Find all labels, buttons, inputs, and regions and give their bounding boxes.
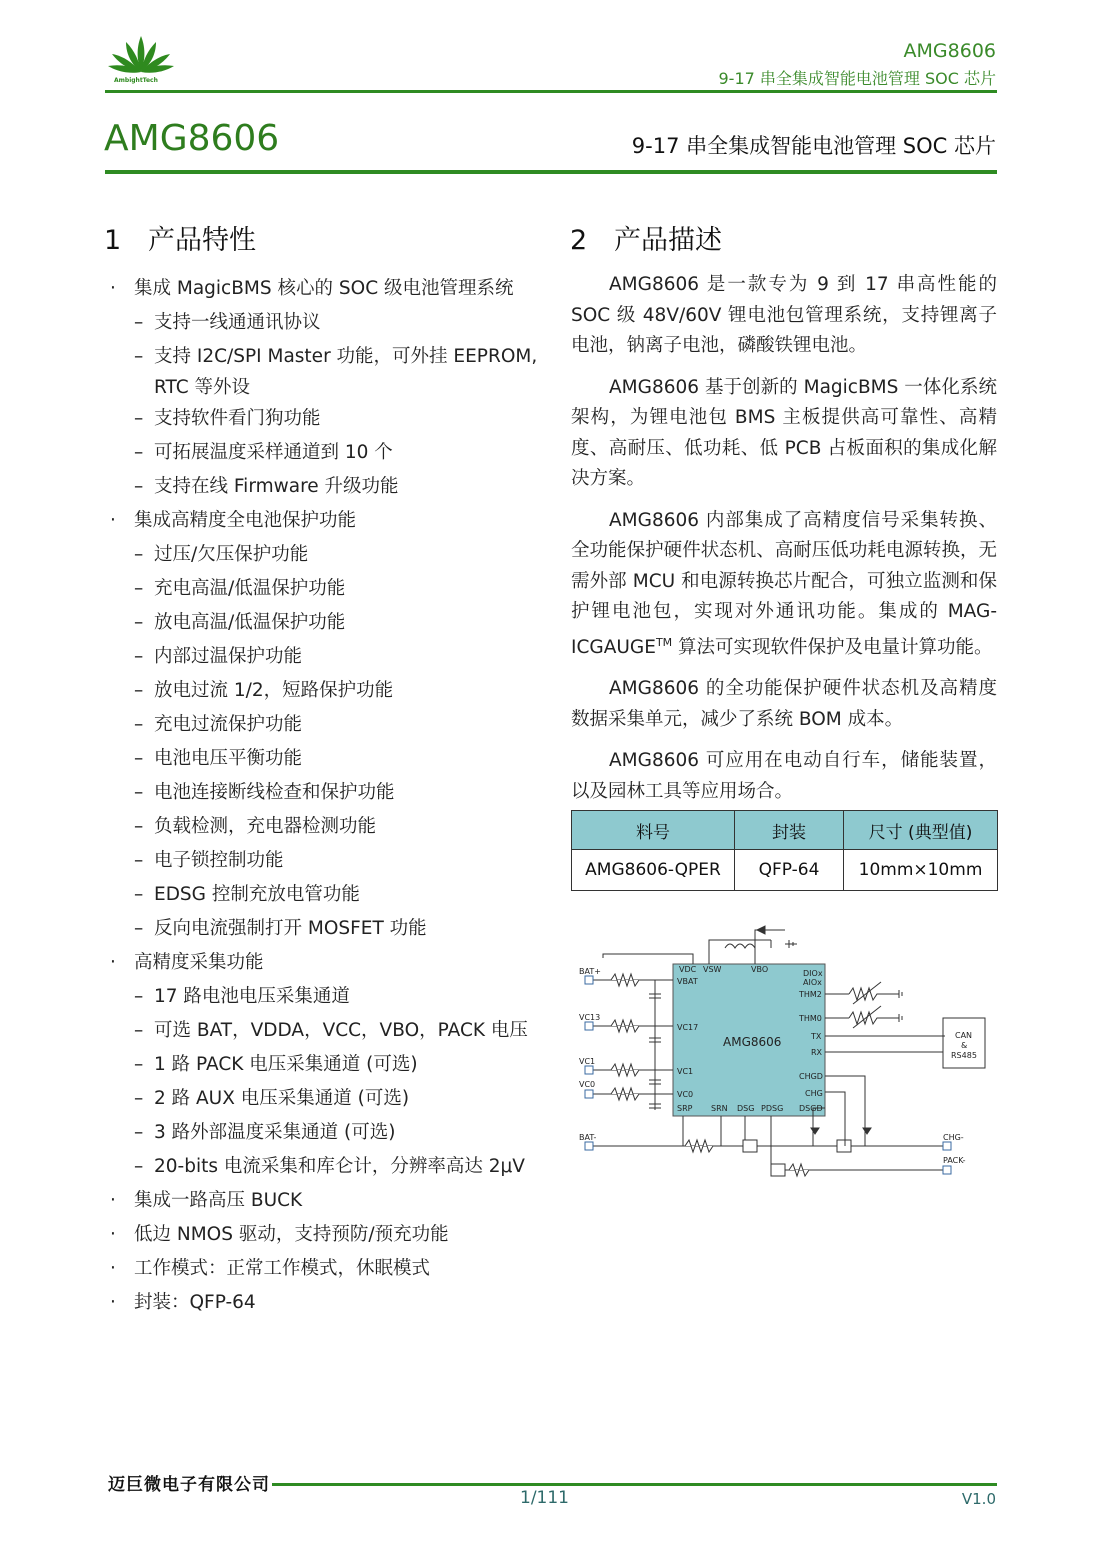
comm-label: CAN: [955, 1031, 973, 1040]
feature-subitem: [108, 912, 548, 946]
feature-subitem: [108, 810, 548, 844]
pin-label: SRP: [677, 1104, 693, 1113]
pin-label: THM0: [799, 1014, 822, 1023]
chip-label: AMG8606: [723, 1035, 782, 1049]
terminal-label: VC13: [579, 1013, 601, 1022]
pin-label: VC0: [677, 1090, 694, 1099]
footer-company: 迈巨微电子有限公司: [108, 1475, 270, 1495]
pin-label: VSW: [703, 965, 722, 974]
dash-marker: –: [134, 646, 144, 667]
feature-bullet: [108, 946, 548, 980]
trademark-sup: TM: [655, 635, 673, 649]
dash-marker: –: [134, 476, 144, 497]
dash-marker: –: [134, 408, 144, 429]
table-header-row: [572, 811, 998, 850]
feature-text: 放电过流 1/2，短路保护功能: [154, 680, 394, 701]
section2-title: 产品描述: [614, 225, 722, 256]
feature-text: 反向电流强制打开 MOSFET 功能: [154, 918, 427, 939]
dash-marker: –: [134, 816, 144, 837]
feature-text: 支持在线 Firmware 升级功能: [154, 476, 399, 497]
pin-label: VC1: [677, 1067, 694, 1076]
table-cell: QFP-64: [735, 850, 844, 891]
feature-bullet: [108, 1286, 548, 1320]
company-logo: [106, 34, 176, 86]
feature-list: [108, 272, 548, 1320]
terminal-label: PACK-: [943, 1156, 966, 1165]
dash-marker: –: [134, 680, 144, 701]
feature-subitem: [108, 1116, 548, 1150]
feature-subitem: [108, 776, 548, 810]
terminal: [585, 976, 593, 984]
feature-text: 充电高温/低温保护功能: [154, 578, 346, 599]
feature-text: 集成 MagicBMS 核心的 SOC 级电池管理系统: [134, 278, 514, 299]
terminal: [585, 1142, 593, 1150]
dash-marker: –: [134, 312, 144, 333]
pin-label: CHGD: [799, 1072, 823, 1081]
feature-subitem: [108, 674, 548, 708]
pin-label: TX: [811, 1032, 822, 1041]
dash-marker: –: [134, 442, 144, 463]
section2-heading: [570, 218, 722, 257]
page-number: 1/111: [520, 1488, 569, 1508]
feature-subitem: [108, 878, 548, 912]
terminal-label: CHG-: [943, 1133, 964, 1142]
feature-bullet: [108, 504, 548, 538]
feature-subitem: [108, 1048, 548, 1082]
dash-marker: –: [134, 1020, 144, 1041]
dash-marker: –: [134, 544, 144, 565]
dash-marker: –: [134, 1088, 144, 1109]
pin-label: AIOx: [803, 978, 822, 987]
feature-text: 可选 BAT，VDDA，VCC，VBO，PACK 电压: [154, 1020, 528, 1041]
feature-subitem: [108, 572, 548, 606]
terminal: [585, 1022, 593, 1030]
title-rule: [105, 170, 997, 174]
table-row: [572, 850, 998, 891]
desc-paragraph: AMG8606 的全功能保护硬件状态机及高精度数据采集单元，减少了系统 BOM 成本。: [571, 678, 997, 730]
feature-text: 支持软件看门狗功能: [154, 408, 321, 429]
section1-number: 1: [104, 225, 122, 256]
description-body: [571, 270, 997, 818]
desc-paragraph-main: AMG8606 内部集成了高精度信号采集转换、全功能保护硬件状态机、高耐压低功耗电源转换，无需外部 MCU 和电源转换芯片配合，可独立监测和保护锂电池包，实现对外通讯功能。集成的 MAG-ICGAUGE: [571, 509, 997, 658]
feature-subitem: [108, 640, 548, 674]
feature-text-continued: RTC 等外设: [154, 377, 251, 398]
feature-text: 1 路 PACK 电压采集通道 (可选): [154, 1054, 418, 1075]
feature-bullet: [108, 1218, 548, 1252]
desc-paragraph: AMG8606 基于创新的 MagicBMS 一体化系统架构，为锂电池包 BMS 主板提供高可靠性、高精度、高耐压、低功耗、低 PCB 占板面积的集成化解决方案。: [571, 376, 997, 489]
application-circuit-diagram: [575, 920, 995, 1180]
header-rule: [105, 90, 997, 93]
dash-marker: –: [134, 1156, 144, 1177]
feature-text: 可拓展温度采样通道到 10 个: [154, 442, 393, 463]
desc-paragraph: [571, 506, 997, 664]
pin-label: VC17: [677, 1023, 699, 1032]
feature-text: 充电过流保护功能: [154, 714, 303, 735]
feature-bullet: [108, 1252, 548, 1286]
feature-text: 内部过温保护功能: [154, 646, 303, 667]
feature-text: 放电高温/低温保护功能: [154, 612, 346, 633]
feature-text: 封装：QFP-64: [134, 1292, 256, 1313]
terminal: [585, 1090, 593, 1098]
pin-label: VBAT: [677, 977, 698, 986]
dash-marker: –: [134, 1122, 144, 1143]
comm-label: &: [961, 1041, 968, 1050]
feature-subitem: [108, 538, 548, 572]
table-header-cell: 料号: [572, 811, 735, 850]
section1-title: 产品特性: [148, 225, 256, 256]
terminal-label: VC0: [579, 1080, 596, 1089]
pin-label: SRN: [711, 1104, 728, 1113]
feature-text: 集成一路高压 BUCK: [134, 1190, 303, 1211]
version-label: V1.0: [961, 1490, 996, 1508]
feature-text: 高精度采集功能: [134, 952, 264, 973]
terminal-label: BAT+: [579, 967, 601, 976]
pin-label: VDC: [679, 965, 697, 974]
dash-marker: –: [134, 714, 144, 735]
dash-marker: –: [134, 850, 144, 871]
feature-text: 电池连接断线检查和保护功能: [154, 782, 395, 803]
feature-subitem: [108, 980, 548, 1014]
dash-marker: –: [134, 612, 144, 633]
dash-marker: –: [134, 918, 144, 939]
feature-text: 支持 I2C/SPI Master 功能，可外挂 EEPROM,: [154, 346, 538, 367]
feature-text: 2 路 AUX 电压采集通道 (可选): [154, 1088, 410, 1109]
header-subtitle: 9-17 串全集成智能电池管理 SOC 芯片: [718, 69, 996, 88]
pin-label: DIOx: [803, 969, 823, 978]
dash-marker: –: [134, 1054, 144, 1075]
pin-label: DSGD: [799, 1104, 823, 1113]
section1-heading: [104, 218, 256, 257]
desc-paragraph: AMG8606 是一款专为 9 到 17 串高性能的 SOC 级 48V/60V 锂电池包管理系统，支持锂离子电池，钠离子电池，磷酸铁锂电池。: [571, 274, 997, 356]
desc-paragraph: AMG8606 可应用在电动自行车，储能装置，以及园林工具等应用场合。: [571, 750, 997, 802]
ordering-table: [571, 810, 998, 891]
footer-rule: [272, 1483, 997, 1486]
feature-text: 20-bits 电流采集和库仑计，分辨率高达 2μV: [154, 1156, 525, 1177]
feature-text: 过压/欠压保护功能: [154, 544, 309, 565]
dash-marker: –: [134, 748, 144, 769]
feature-subitem: [108, 402, 548, 436]
pin-label: DSG: [737, 1104, 755, 1113]
terminal: [585, 1066, 593, 1074]
feature-text: 集成高精度全电池保护功能: [134, 510, 357, 531]
table-cell: AMG8606-QPER: [572, 850, 735, 891]
feature-text: 电子锁控制功能: [154, 850, 284, 871]
dash-marker: –: [134, 782, 144, 803]
pin-label: RX: [811, 1048, 823, 1057]
feature-text: 负载检测，充电器检测功能: [154, 816, 377, 837]
dash-marker: –: [134, 578, 144, 599]
feature-subitem: [108, 1082, 548, 1116]
feature-subitem: [108, 470, 548, 504]
feature-bullet: [108, 272, 548, 306]
terminal-label: BAT-: [579, 1133, 597, 1142]
terminal: [943, 1166, 951, 1174]
pin-label: VBO: [751, 965, 769, 974]
dash-marker: –: [134, 346, 144, 367]
page-subtitle: 9-17 串全集成智能电池管理 SOC 芯片: [631, 134, 996, 158]
logo-text: AmbightTech: [114, 77, 158, 84]
feature-subitem: [108, 436, 548, 470]
feature-bullet: [108, 1184, 548, 1218]
section2-number: 2: [570, 225, 588, 256]
feature-subitem: [108, 1150, 548, 1184]
table-header-cell: 尺寸 (典型值): [844, 811, 998, 850]
feature-subitem: [108, 1014, 548, 1048]
terminal-label: VC1: [579, 1057, 596, 1066]
feature-text: 17 路电池电压采集通道: [154, 986, 350, 1007]
feature-subitem: [108, 606, 548, 640]
pin-label: THM2: [799, 990, 822, 999]
dash-marker: –: [134, 884, 144, 905]
page-title: AMG8606: [104, 118, 280, 159]
desc-paragraph-tail: 算法可实现软件保护及电量计算功能。: [672, 636, 993, 658]
header-product: AMG8606: [903, 40, 996, 62]
dash-marker: –: [134, 986, 144, 1007]
feature-text: 低边 NMOS 驱动，支持预防/预充功能: [134, 1224, 449, 1245]
table-header-cell: 封装: [735, 811, 844, 850]
feature-text: 工作模式：正常工作模式，休眠模式: [134, 1258, 431, 1279]
pin-label: CHG: [805, 1089, 823, 1098]
feature-subitem: [108, 340, 548, 402]
table-cell: 10mm×10mm: [844, 850, 998, 891]
feature-subitem: [108, 742, 548, 776]
feature-text: 3 路外部温度采集通道 (可选): [154, 1122, 396, 1143]
feature-text: 电池电压平衡功能: [154, 748, 303, 769]
pin-label: PDSG: [761, 1104, 784, 1113]
feature-text: 支持一线通通讯协议: [154, 312, 321, 333]
terminal: [943, 1142, 951, 1150]
feature-subitem: [108, 708, 548, 742]
feature-subitem: [108, 844, 548, 878]
comm-label: RS485: [951, 1051, 977, 1060]
feature-text: EDSG 控制充放电管功能: [154, 884, 360, 905]
feature-subitem: [108, 306, 548, 340]
